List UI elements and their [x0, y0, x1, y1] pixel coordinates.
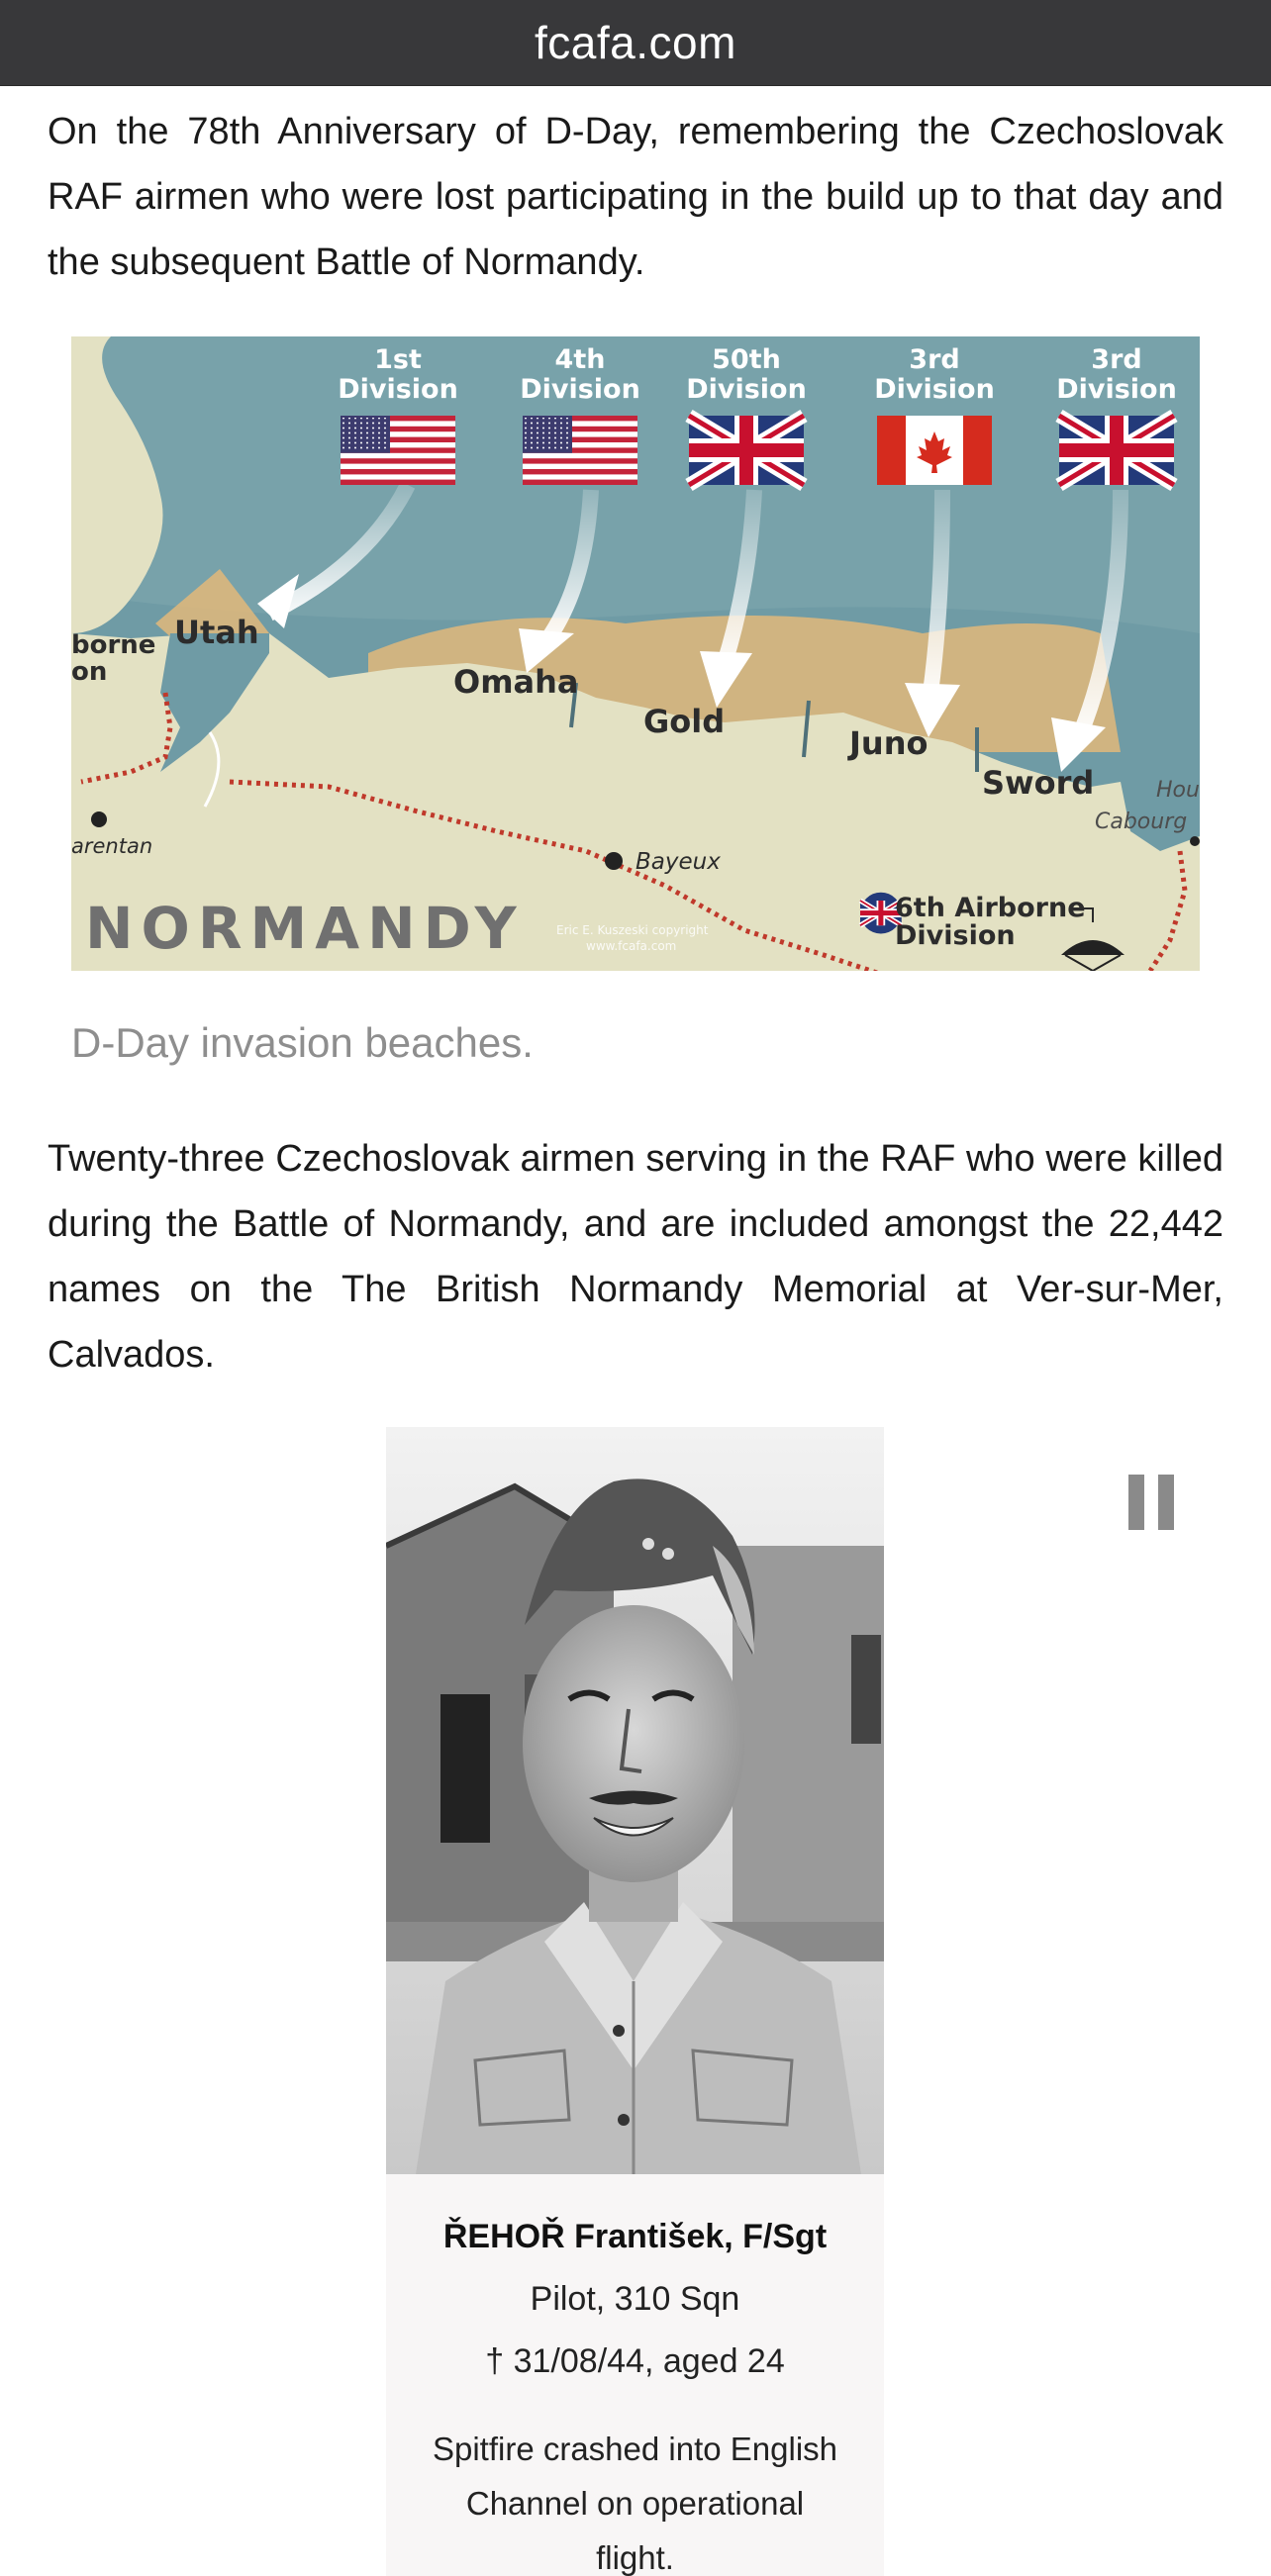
- intro-paragraph: On the 78th Anniversary of D-Day, remembering the Czechoslovak RAF airmen who were lost participating in the build up to that day and the subsequent Battle of Normandy.: [48, 111, 1223, 283]
- pause-bar: [1128, 1475, 1144, 1530]
- division-3-label: Division: [686, 374, 807, 405]
- division-4-label: Division: [874, 374, 995, 405]
- division-4-number: 3rd: [909, 344, 960, 375]
- map-credit: Eric E. Kuszeski copyright: [556, 923, 709, 937]
- airman-death: † 31/08/44, aged 24: [485, 2342, 785, 2380]
- division-2-number: 4th: [554, 344, 606, 375]
- airborne-left-text-2: on: [71, 657, 108, 687]
- airman-card: [386, 2174, 884, 2576]
- beach-juno: Juno: [849, 724, 929, 762]
- place-houlgate: Hou: [1156, 778, 1200, 803]
- airborne-division-line-1: 6th Airborne: [895, 893, 1086, 923]
- airman-role: Pilot, 310 Sqn: [530, 2280, 740, 2318]
- division-3-number: 50th: [712, 344, 781, 375]
- uk-flag-icon: [689, 416, 804, 485]
- site-domain: fcafa.com: [535, 17, 736, 68]
- airman-description: Spitfire crashed into English Channel on operational flight.: [432, 2431, 838, 2576]
- division-2-label: Division: [520, 374, 640, 405]
- airborne-left-text-1: borne: [71, 630, 156, 660]
- airborne-division-line-2: Division: [895, 920, 1016, 951]
- beach-gold: Gold: [643, 703, 726, 740]
- usa-flag-icon: [523, 416, 637, 485]
- pause-icon[interactable]: [1126, 1475, 1176, 1530]
- beach-utah: Utah: [174, 614, 259, 651]
- division-1-label: Division: [338, 374, 458, 405]
- place-carentan: arentan: [71, 834, 153, 858]
- region-title: NORMANDY: [85, 895, 525, 962]
- body-paragraph: Twenty-three Czechoslovak airmen serving in the RAF who were killed during the Battle of Normandy, and are included amongst the 22,442 names on the The British Normandy Memorial at Ver-sur-Mer, Calvados.: [48, 1138, 1223, 1376]
- division-5-number: 3rd: [1091, 344, 1142, 375]
- division-5-label: Division: [1056, 374, 1177, 405]
- uk-flag-icon: [1059, 416, 1174, 485]
- place-cabourg: Cabourg: [1095, 810, 1188, 834]
- place-bayeux: Bayeux: [636, 849, 721, 875]
- beach-omaha: Omaha: [453, 663, 579, 701]
- beach-sword: Sword: [982, 764, 1095, 802]
- normandy-beaches-map: [71, 336, 1200, 971]
- canada-flag-icon: [877, 416, 992, 485]
- division-1-number: 1st: [374, 344, 422, 375]
- map-caption: D-Day invasion beaches.: [71, 1019, 534, 1066]
- airman-name: ŘEHOŘ František, F/Sgt: [442, 2218, 828, 2255]
- map-credit-url: www.fcafa.com: [586, 939, 677, 953]
- airman-photo: [386, 1427, 884, 2174]
- usa-flag-icon: [341, 416, 455, 485]
- pause-bar: [1158, 1475, 1174, 1530]
- browser-address-bar[interactable]: [0, 0, 1271, 86]
